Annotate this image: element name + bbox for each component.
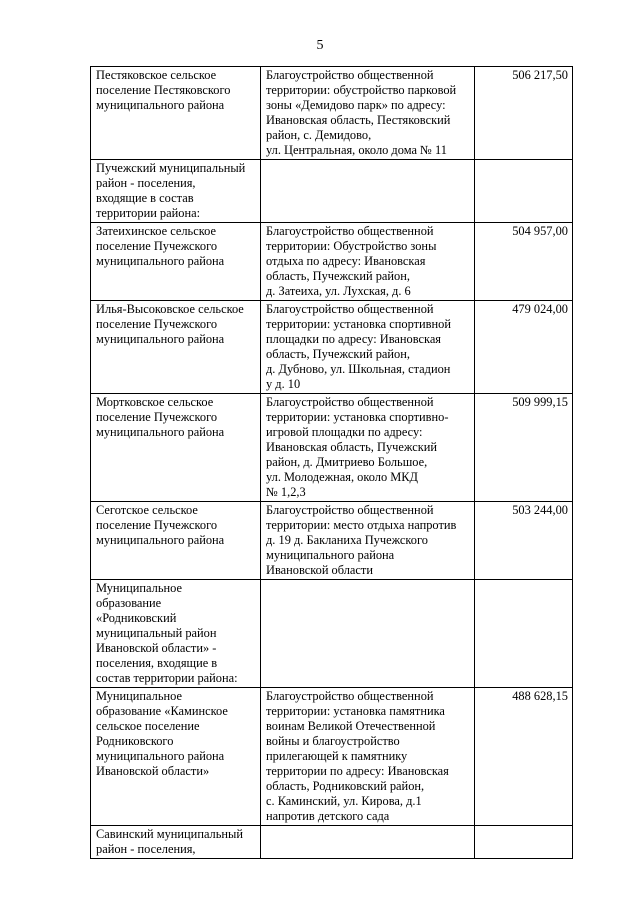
- settlement-name-line: поселения, входящие в: [96, 656, 218, 670]
- project-description-line: территории: место отдыха напротив: [266, 518, 457, 532]
- table-row: [91, 394, 573, 502]
- project-description-line: напротив детского сада: [266, 809, 390, 823]
- funding-table: [90, 66, 573, 859]
- settlement-name-line: Ивановской области»: [96, 764, 210, 778]
- project-description-line: воинам Великой Отечественной: [266, 719, 436, 733]
- project-description-line: Благоустройство общественной: [266, 689, 434, 703]
- settlement-name-line: Илья-Высоковское сельское: [96, 302, 244, 316]
- settlement-name-line: район - поселения,: [96, 842, 196, 856]
- project-description-line: № 1,2,3: [266, 485, 306, 499]
- settlement-name-cell: [91, 301, 261, 394]
- amount-value: 504 957,00: [512, 224, 568, 238]
- settlement-name-cell: [91, 826, 261, 859]
- settlement-name-line: образование «Каминское: [96, 704, 228, 718]
- project-description-line: Ивановская область, Пучежский: [266, 440, 437, 454]
- settlement-name-line: поселение Пучежского: [96, 518, 218, 532]
- project-description-line: Благоустройство общественной: [266, 395, 434, 409]
- settlement-name-cell: [91, 502, 261, 580]
- project-description-line: территории по адресу: Ивановская: [266, 764, 449, 778]
- settlement-name-cell: [91, 160, 261, 223]
- settlement-name-line: образование: [96, 596, 162, 610]
- project-description-line: Благоустройство общественной: [266, 503, 434, 517]
- table-row: [91, 223, 573, 301]
- settlement-name-line: муниципального района: [96, 332, 225, 346]
- table-row: [91, 67, 573, 160]
- settlement-name-line: Родниковского: [96, 734, 174, 748]
- table-row: [91, 301, 573, 394]
- project-description-cell: [261, 688, 475, 826]
- project-description-line: ул. Молодежная, около МКД: [266, 470, 419, 484]
- project-description-cell: [261, 826, 475, 859]
- table-row: [91, 826, 573, 859]
- settlement-name-line: Затеихинское сельское: [96, 224, 216, 238]
- settlement-name-cell: [91, 580, 261, 688]
- project-description-line: игровой площадки по адресу:: [266, 425, 423, 439]
- project-description-line: у д. 10: [266, 377, 301, 391]
- settlement-name-line: поселение Пестяковского: [96, 83, 231, 97]
- amount-value: 488 628,15: [512, 689, 568, 703]
- settlement-name-cell: [91, 67, 261, 160]
- settlement-name-line: входящие в состав: [96, 191, 194, 205]
- settlement-name-line: территории района:: [96, 206, 201, 220]
- project-description-line: муниципального района: [266, 548, 395, 562]
- project-description-cell: [261, 301, 475, 394]
- project-description-line: территории: установка памятника: [266, 704, 445, 718]
- table-row: [91, 160, 573, 223]
- project-description-cell: [261, 502, 475, 580]
- settlement-name-line: муниципального района: [96, 425, 225, 439]
- amount-value: 509 999,15: [512, 395, 568, 409]
- table-body: [91, 67, 573, 859]
- project-description-line: с. Каминский, ул. Кирова, д.1: [266, 794, 422, 808]
- project-description-line: Благоустройство общественной: [266, 68, 434, 82]
- project-description-cell: [261, 394, 475, 502]
- settlement-name-line: Муниципальное: [96, 689, 182, 703]
- settlement-name-cell: [91, 688, 261, 826]
- settlement-name-line: состав территории района:: [96, 671, 238, 685]
- project-description-line: Ивановская область, Пестяковский: [266, 113, 451, 127]
- amount-cell: [475, 301, 573, 394]
- project-description-line: войны и благоустройство: [266, 734, 400, 748]
- settlement-name-line: Сеготское сельское: [96, 503, 198, 517]
- project-description-line: зоны «Демидово парк» по адресу:: [266, 98, 446, 112]
- project-description-cell: [261, 223, 475, 301]
- amount-cell: [475, 688, 573, 826]
- settlement-name-cell: [91, 223, 261, 301]
- settlement-name-line: муниципального района: [96, 749, 225, 763]
- settlement-name-line: район - поселения,: [96, 176, 196, 190]
- settlement-name-line: муниципального района: [96, 533, 225, 547]
- project-description-line: ул. Центральная, около дома № 11: [266, 143, 447, 157]
- settlement-name-line: Пучежский муниципальный: [96, 161, 246, 175]
- project-description-line: Ивановской области: [266, 563, 373, 577]
- settlement-name-line: муниципального района: [96, 254, 225, 268]
- project-description-line: д. 19 д. Бакланиха Пучежского: [266, 533, 428, 547]
- project-description-line: Благоустройство общественной: [266, 302, 434, 316]
- amount-value: 479 024,00: [512, 302, 568, 316]
- project-description-line: область, Родниковский район,: [266, 779, 425, 793]
- settlement-name-line: муниципальный район: [96, 626, 217, 640]
- project-description-line: территории: установка спортивно-: [266, 410, 449, 424]
- amount-cell: [475, 826, 573, 859]
- settlement-name-line: Савинский муниципальный: [96, 827, 243, 841]
- project-description-line: территории: установка спортивной: [266, 317, 451, 331]
- amount-cell: [475, 580, 573, 688]
- settlement-name-line: Ивановской области» -: [96, 641, 217, 655]
- table-row: [91, 688, 573, 826]
- project-description-line: Благоустройство общественной: [266, 224, 434, 238]
- project-description-line: район, с. Демидово,: [266, 128, 372, 142]
- amount-cell: [475, 223, 573, 301]
- settlement-name-line: поселение Пучежского: [96, 410, 218, 424]
- settlement-name-line: Муниципальное: [96, 581, 182, 595]
- settlement-name-line: Мортковское сельское: [96, 395, 214, 409]
- project-description-line: отдыха по адресу: Ивановская: [266, 254, 426, 268]
- amount-cell: [475, 394, 573, 502]
- settlement-name-line: поселение Пучежского: [96, 317, 218, 331]
- settlement-name-line: поселение Пучежского: [96, 239, 218, 253]
- project-description-line: район, д. Дмитриево Большое,: [266, 455, 428, 469]
- project-description-line: область, Пучежский район,: [266, 269, 410, 283]
- table-row: [91, 502, 573, 580]
- project-description-cell: [261, 67, 475, 160]
- project-description-cell: [261, 160, 475, 223]
- project-description-cell: [261, 580, 475, 688]
- project-description-line: площадки по адресу: Ивановская: [266, 332, 442, 346]
- project-description-line: д. Дубново, ул. Школьная, стадион: [266, 362, 451, 376]
- amount-value: 506 217,50: [512, 68, 568, 82]
- project-description-line: территории: обустройство парковой: [266, 83, 457, 97]
- project-description-line: территории: Обустройство зоны: [266, 239, 437, 253]
- settlement-name-line: сельское поселение: [96, 719, 200, 733]
- settlement-name-cell: [91, 394, 261, 502]
- amount-cell: [475, 160, 573, 223]
- amount-value: 503 244,00: [512, 503, 568, 517]
- table-row: [91, 580, 573, 688]
- amount-cell: [475, 67, 573, 160]
- amount-cell: [475, 502, 573, 580]
- settlement-name-line: «Родниковский: [96, 611, 177, 625]
- page-number: 5: [316, 38, 324, 53]
- project-description-line: д. Затеиха, ул. Лухская, д. 6: [266, 284, 411, 298]
- settlement-name-line: муниципального района: [96, 98, 225, 112]
- project-description-line: прилегающей к памятнику: [266, 749, 408, 763]
- project-description-line: область, Пучежский район,: [266, 347, 410, 361]
- settlement-name-line: Пестяковское сельское: [96, 68, 217, 82]
